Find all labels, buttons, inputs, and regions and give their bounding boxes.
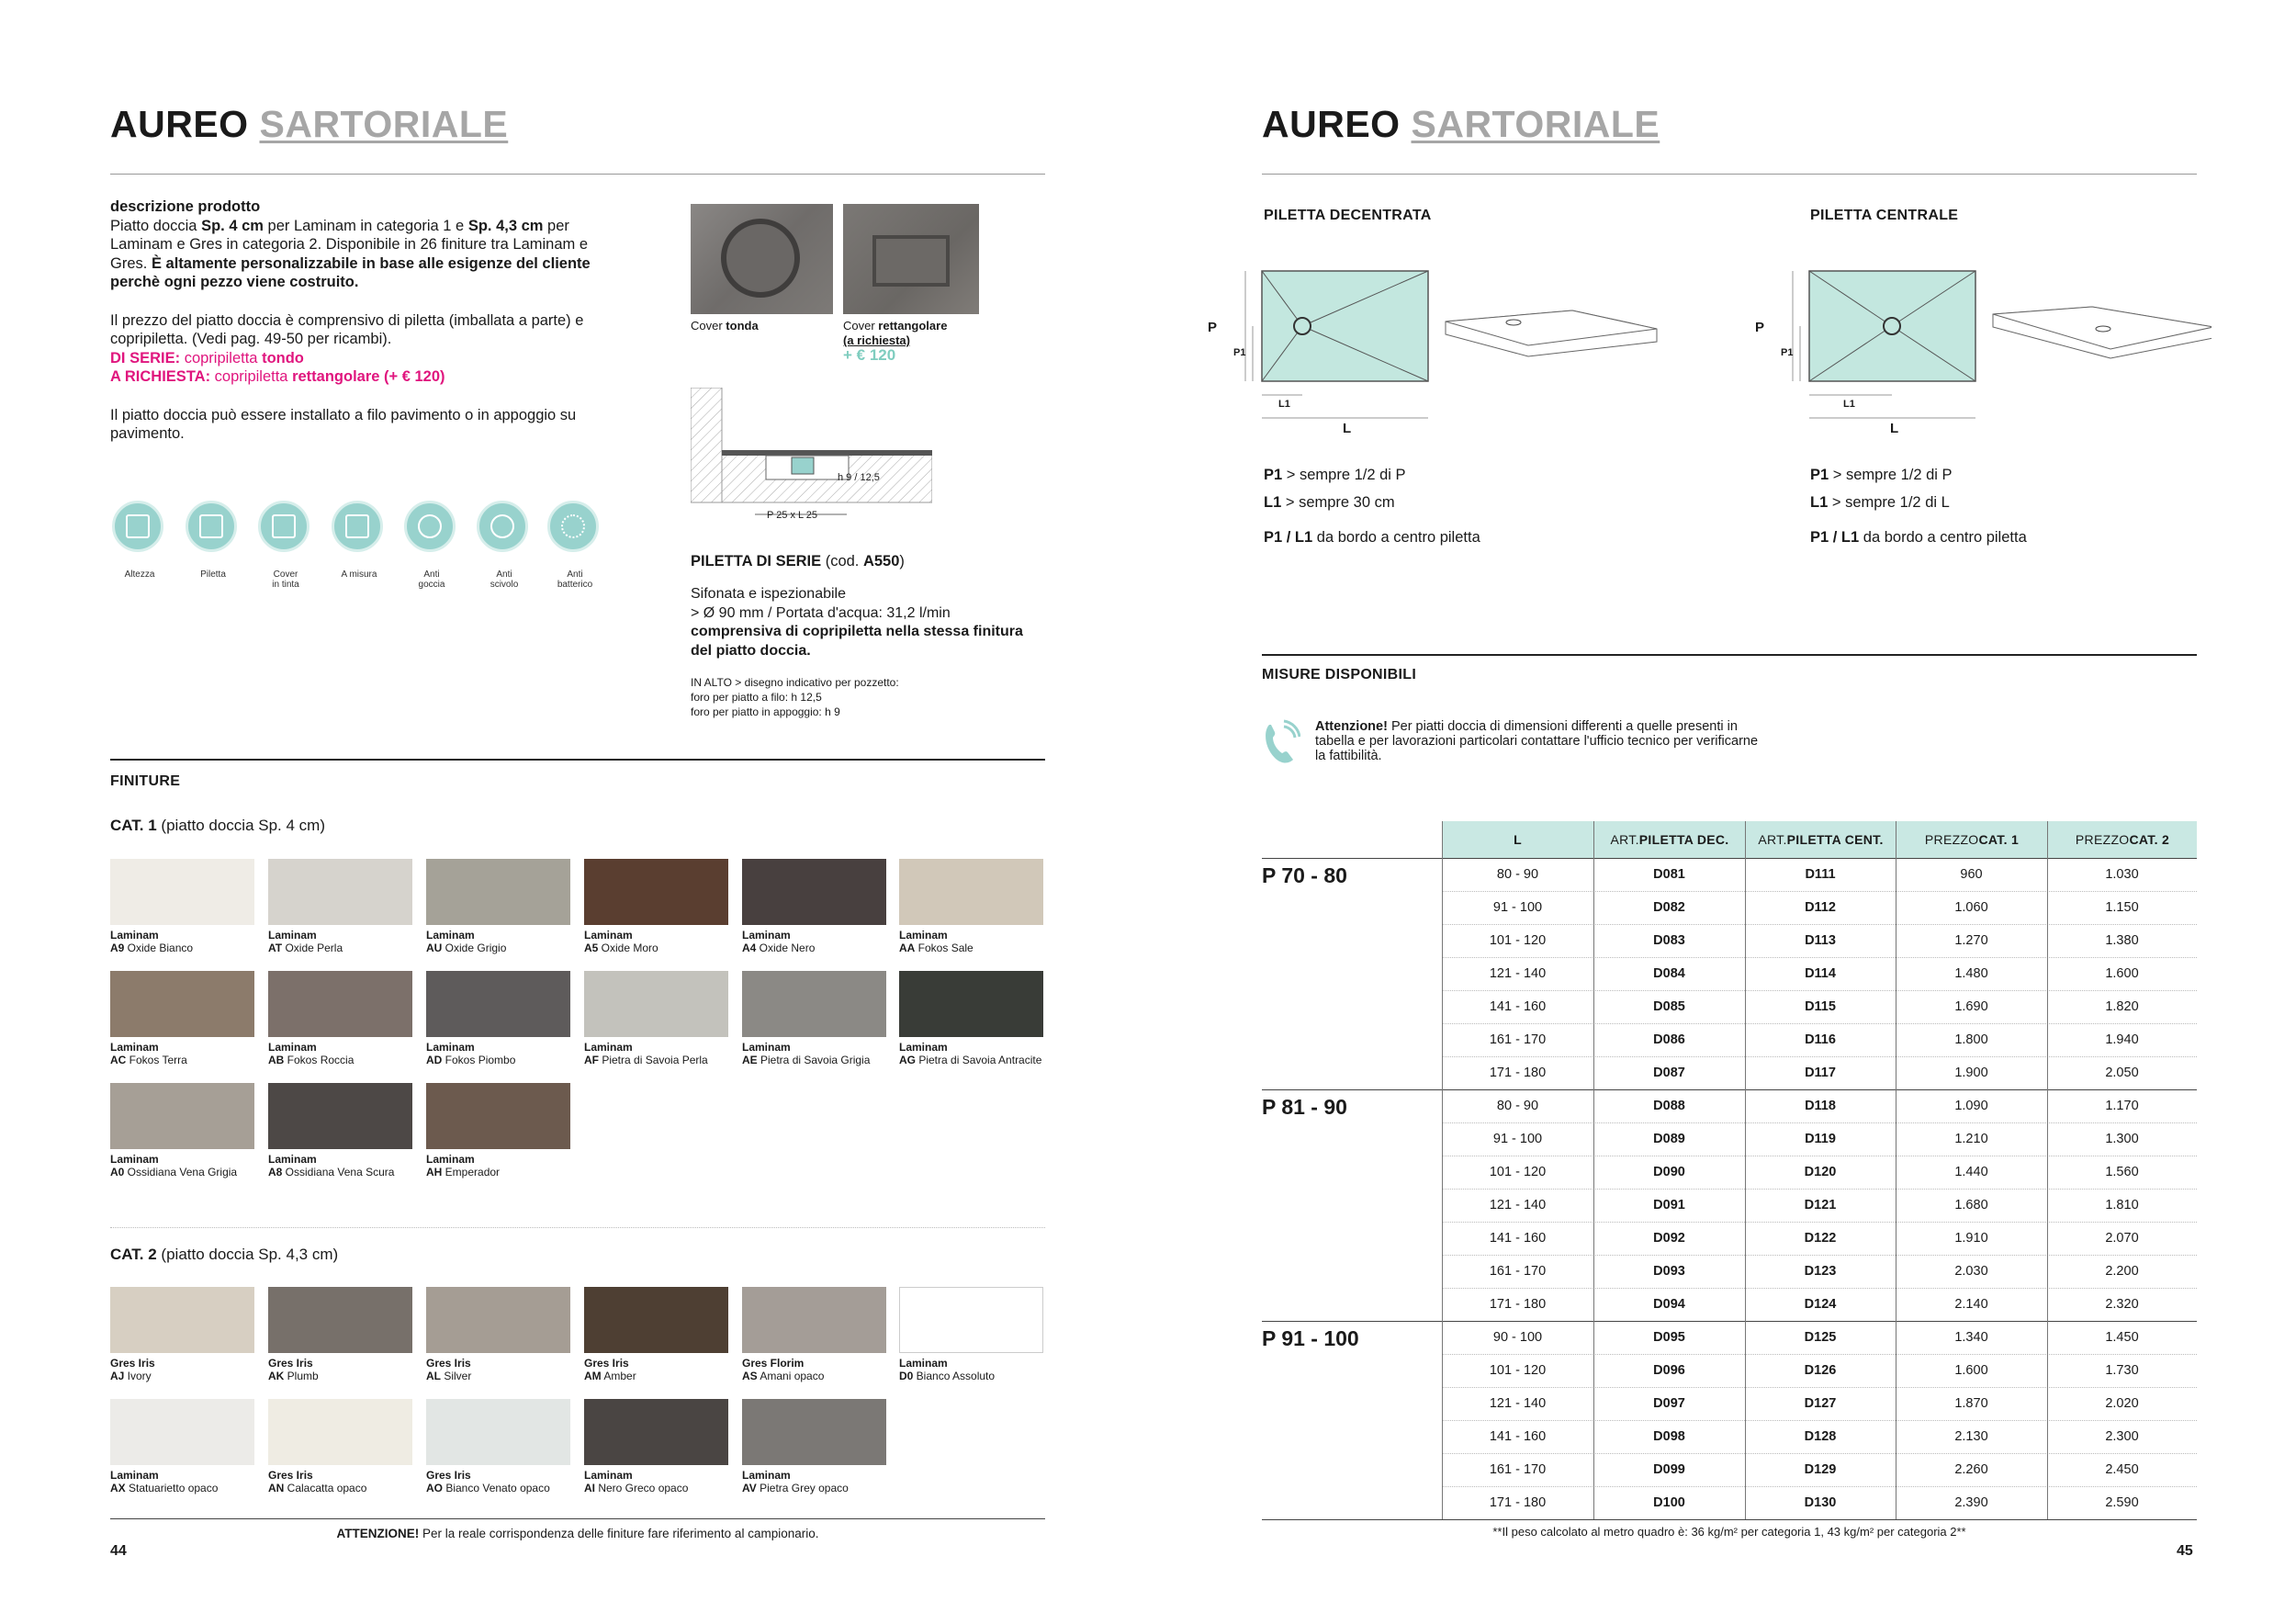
dim-l1-dec: L1 xyxy=(1278,399,1290,410)
page-number-right: 45 xyxy=(2177,1543,2193,1559)
table-cell: 2.590 xyxy=(2105,1495,2139,1510)
feature-label: Piletta xyxy=(200,570,226,580)
swatch-label: Laminam A0 Ossidiana Vena Grigia xyxy=(110,1153,238,1179)
swatch-ah xyxy=(426,1083,570,1149)
swatch-ac xyxy=(110,971,254,1037)
swatch-label: Laminam AX Statuarietto opaco xyxy=(110,1469,219,1494)
dim-p-cen: P xyxy=(1755,320,1765,335)
description-p1 xyxy=(110,217,606,292)
piletta-line2: > Ø 90 mm / Portata d'acqua: 31,2 l/min xyxy=(691,604,951,621)
table-cell: 1.800 xyxy=(1954,1032,1988,1047)
measure-icon xyxy=(332,501,383,552)
table-cell: 121 - 140 xyxy=(1489,1198,1547,1212)
swatch-label: Gres Iris AL Silver xyxy=(426,1357,472,1382)
dim-l1-cen: L1 xyxy=(1843,399,1855,410)
piletta-line1: Sifonata e ispezionabile xyxy=(691,586,847,602)
brand-main: AUREO xyxy=(1262,103,1401,145)
table-cell: 141 - 160 xyxy=(1489,1429,1547,1444)
table-cell: 161 - 170 xyxy=(1489,1264,1547,1279)
piletta-note1: IN ALTO > disegno indicativo per pozzetto: xyxy=(691,676,899,689)
decentrata-rules: P1 > sempre 1/2 di P L1 > sempre 30 cm P1 / L1 da bordo a centro piletta xyxy=(1264,467,1480,546)
group-label: P 91 - 100 xyxy=(1262,1326,1359,1350)
table-cell: 1.730 xyxy=(2105,1363,2139,1378)
table-cell: D099 xyxy=(1653,1462,1685,1477)
table-cell: D114 xyxy=(1805,966,1836,981)
swatch-label: Gres Florim AS Amani opaco xyxy=(742,1357,825,1382)
centrale-diagram xyxy=(1752,266,2212,450)
drain-icon xyxy=(186,501,237,552)
table-cell: 171 - 180 xyxy=(1489,1495,1547,1510)
table-cell: D091 xyxy=(1653,1198,1685,1212)
table-cell: D111 xyxy=(1805,867,1836,882)
table-cell: D085 xyxy=(1653,999,1685,1014)
swatch-label: Laminam AU Oxide Grigio xyxy=(426,929,507,954)
table-cell: D128 xyxy=(1804,1429,1837,1444)
section-height-label: h 9 / 12,5 xyxy=(838,472,880,483)
weight-footnote: **Il peso calcolato al metro quadro è: 36 kg/m² per categoria 1, 43 kg/m² per categoria 2** xyxy=(1492,1525,1966,1539)
product-description xyxy=(110,197,606,444)
table-cell: 1.870 xyxy=(1954,1396,1988,1411)
swatch-a4 xyxy=(742,859,886,925)
swatch-label: Gres Iris AJ Ivory xyxy=(110,1357,155,1382)
table-cell: D097 xyxy=(1653,1396,1685,1411)
di-serie-line: DI SERIE: copripiletta tondo xyxy=(110,349,304,367)
dim-p-dec: P xyxy=(1208,320,1218,335)
table-cell: 2.200 xyxy=(2105,1264,2139,1279)
drain-section-drawing xyxy=(691,388,932,525)
swatch-ad xyxy=(426,971,570,1037)
description-p2: Il prezzo del piatto doccia è comprensivo di piletta (imballata a parte) e copripiletta. (Vedi pag. 49-50 per ricambi). xyxy=(110,311,584,347)
swatch-label: Laminam AI Nero Greco opaco xyxy=(584,1469,689,1494)
table-cell: 1.600 xyxy=(1954,1363,1988,1378)
piletta-title: PILETTA DI SERIE xyxy=(691,553,822,570)
swatch-label: Laminam AB Fokos Roccia xyxy=(268,1041,355,1066)
table-cell: 1.680 xyxy=(1954,1198,1988,1212)
swatch-label: Gres Iris AN Calacatta opaco xyxy=(268,1469,367,1494)
table-cell: D098 xyxy=(1653,1429,1685,1444)
cover-round-photo xyxy=(691,204,833,314)
a-richiesta-line: A RICHIESTA: copripiletta rettangolare (+ € 120) xyxy=(110,368,445,385)
cover-rect-label: Cover rettangolare (a richiesta) + € 120 xyxy=(843,319,948,364)
table-cell: D094 xyxy=(1653,1297,1685,1312)
table-cell: 2.450 xyxy=(2105,1462,2139,1477)
swatch-a8 xyxy=(268,1083,412,1149)
swatch-label: Laminam AD Fokos Piombo xyxy=(426,1041,516,1066)
swatch-a9 xyxy=(110,859,254,925)
header-rule-right xyxy=(1262,174,2197,175)
description-run: Sp. 4 cm xyxy=(201,217,264,234)
swatch-an xyxy=(268,1399,412,1465)
decentrata-title: PILETTA DECENTRATA xyxy=(1264,208,1432,223)
misure-rule xyxy=(1262,654,2197,656)
centrale-rules: P1 > sempre 1/2 di P L1 > sempre 1/2 di L P1 / L1 da bordo a centro piletta xyxy=(1810,467,2027,546)
table-cell: 1.940 xyxy=(2105,1032,2139,1047)
group-label: P 81 - 90 xyxy=(1262,1095,1347,1119)
table-cell: 161 - 170 xyxy=(1489,1032,1547,1047)
piletta-code: A550 xyxy=(862,553,900,570)
header-rule-left xyxy=(110,174,1045,175)
table-cell: 91 - 100 xyxy=(1492,900,1543,915)
table-cell: D117 xyxy=(1805,1066,1836,1080)
table-cell: 101 - 120 xyxy=(1489,1165,1547,1179)
piletta-note3: foro per piatto in appoggio: h 9 xyxy=(691,705,840,718)
table-cell: D082 xyxy=(1653,900,1685,915)
footer-note-left: ATTENZIONE! Per la reale corrispondenza delle finiture fare riferimento al campionario. xyxy=(336,1527,819,1540)
table-header: L xyxy=(1442,821,1593,858)
column-divider xyxy=(1442,821,1443,1519)
table-cell: D112 xyxy=(1805,900,1836,915)
swatch-aj xyxy=(110,1287,254,1353)
swatch-a0 xyxy=(110,1083,254,1149)
footer-rule-left xyxy=(110,1518,1045,1519)
table-cell: D092 xyxy=(1653,1231,1685,1246)
table-cell: 2.300 xyxy=(2105,1429,2139,1444)
swatch-label: Laminam AG Pietra di Savoia Antracite xyxy=(899,1041,1042,1066)
table-cell: D126 xyxy=(1804,1363,1837,1378)
table-cell: 101 - 120 xyxy=(1489,933,1547,948)
table-cell: 141 - 160 xyxy=(1489,999,1547,1014)
swatch-at xyxy=(268,859,412,925)
table-bottom-rule xyxy=(1262,1519,2197,1520)
table-cell: D081 xyxy=(1653,867,1685,882)
table-cell: 80 - 90 xyxy=(1496,867,1539,882)
description-p3: Il piatto doccia può essere installato a filo pavimento o in appoggio su pavimento. xyxy=(110,406,577,442)
feature-label: Altezza xyxy=(124,570,155,580)
table-cell: 161 - 170 xyxy=(1489,1462,1547,1477)
anti-slip-icon xyxy=(477,501,528,552)
cat2-title: CAT. 2 (piatto doccia Sp. 4,3 cm) xyxy=(110,1246,339,1263)
brand-sub: SARTORIALE xyxy=(259,103,509,145)
table-cell: 1.560 xyxy=(2105,1165,2139,1179)
brand-title-left xyxy=(110,103,508,146)
dim-p1-cen: P1 xyxy=(1781,347,1794,358)
feature-label: Anti goccia xyxy=(418,570,445,590)
table-cell: 1.600 xyxy=(2105,966,2139,981)
table-cell: 1.380 xyxy=(2105,933,2139,948)
height-icon xyxy=(112,501,163,552)
swatch-label: Laminam AF Pietra di Savoia Perla xyxy=(584,1041,708,1066)
table-cell: D087 xyxy=(1653,1066,1685,1080)
table-header: PREZZO CAT. 2 xyxy=(2047,821,2197,858)
table-cell: D113 xyxy=(1805,933,1836,948)
table-cell: 1.030 xyxy=(2105,867,2139,882)
table-cell: 1.340 xyxy=(1954,1330,1988,1345)
table-cell: D123 xyxy=(1804,1264,1837,1279)
finiture-rule xyxy=(110,759,1045,761)
description-run: È altamente personalizzabile in base alle esigenze del cliente perchè ogni pezzo viene costruito. xyxy=(110,254,591,290)
brand-title-right xyxy=(1262,103,1660,146)
table-cell: D095 xyxy=(1653,1330,1685,1345)
swatch-label: Laminam A8 Ossidiana Vena Scura xyxy=(268,1153,395,1179)
swatch-ai xyxy=(584,1399,728,1465)
table-cell: 1.480 xyxy=(1954,966,1988,981)
description-run: per Laminam in categoria 1 e xyxy=(263,217,468,234)
swatch-ae xyxy=(742,971,886,1037)
description-title: descrizione prodotto xyxy=(110,198,261,215)
cover-round-label: Cover tonda xyxy=(691,319,759,333)
table-cell: 2.030 xyxy=(1954,1264,1988,1279)
dim-p1-dec: P1 xyxy=(1233,347,1246,358)
table-cell: 2.260 xyxy=(1954,1462,1988,1477)
swatch-d0 xyxy=(899,1287,1043,1353)
swatch-ab xyxy=(268,971,412,1037)
table-cell: D119 xyxy=(1805,1132,1836,1146)
table-cell: 1.150 xyxy=(2105,900,2139,915)
table-cell: 1.090 xyxy=(1954,1099,1988,1113)
column-divider xyxy=(1745,858,1746,1519)
table-cell: 171 - 180 xyxy=(1489,1297,1547,1312)
feature-label: Anti batterico xyxy=(557,570,593,590)
table-cell: 1.300 xyxy=(2105,1132,2139,1146)
table-cell: D120 xyxy=(1804,1165,1837,1179)
table-cell: D096 xyxy=(1653,1363,1685,1378)
table-cell: D129 xyxy=(1804,1462,1837,1477)
brand-sub: SARTORIALE xyxy=(1411,103,1660,145)
table-cell: D084 xyxy=(1653,966,1685,981)
round-cover-icon xyxy=(721,219,800,298)
table-cell: 1.270 xyxy=(1954,933,1988,948)
table-cell: D118 xyxy=(1805,1099,1836,1113)
swatch-label: Gres Iris AO Bianco Venato opaco xyxy=(426,1469,550,1494)
finiture-title: FINITURE xyxy=(110,773,181,789)
cat-divider xyxy=(110,1227,1045,1228)
feature-label: Anti scivolo xyxy=(490,570,519,590)
table-cell: 1.440 xyxy=(1954,1165,1988,1179)
swatch-label: Laminam A4 Oxide Nero xyxy=(742,929,816,954)
swatch-aa xyxy=(899,859,1043,925)
table-cell: D130 xyxy=(1804,1495,1837,1510)
table-cell: D100 xyxy=(1653,1495,1685,1510)
swatch-ao xyxy=(426,1399,570,1465)
swatch-label: Gres Iris AM Amber xyxy=(584,1357,636,1382)
table-cell: D122 xyxy=(1804,1231,1837,1246)
swatch-label: Laminam A5 Oxide Moro xyxy=(584,929,658,954)
table-cell: D090 xyxy=(1653,1165,1685,1179)
rect-cover-icon xyxy=(872,235,950,287)
table-cell: 1.900 xyxy=(1954,1066,1988,1080)
table-cell: 2.140 xyxy=(1954,1297,1988,1312)
table-cell: 1.690 xyxy=(1954,999,1988,1014)
phone-icon xyxy=(1262,719,1300,765)
table-cell: 1.910 xyxy=(1954,1231,1988,1246)
swatch-label: Gres Iris AK Plumb xyxy=(268,1357,319,1382)
swatch-af xyxy=(584,971,728,1037)
table-cell: 141 - 160 xyxy=(1489,1231,1547,1246)
swatch-a5 xyxy=(584,859,728,925)
cat1-title: CAT. 1 (piatto doccia Sp. 4 cm) xyxy=(110,817,326,834)
swatch-label: Laminam A9 Oxide Bianco xyxy=(110,929,194,954)
piletta-line3: comprensiva di copripiletta nella stessa finitura del piatto doccia. xyxy=(691,624,1023,659)
table-cell: 1.810 xyxy=(2105,1198,2139,1212)
swatch-av xyxy=(742,1399,886,1465)
description-run: Piatto doccia xyxy=(110,217,202,234)
table-cell: 121 - 140 xyxy=(1489,966,1547,981)
swatch-label: Laminam AE Pietra di Savoia Grigia xyxy=(742,1041,871,1066)
swatch-au xyxy=(426,859,570,925)
swatch-am xyxy=(584,1287,728,1353)
description-run: Sp. 4,3 cm xyxy=(467,217,544,234)
table-cell: 1.170 xyxy=(2105,1099,2139,1113)
table-header: ART. PILETTA CENT. xyxy=(1745,821,1896,858)
table-cell: D121 xyxy=(1804,1198,1837,1212)
table-cell: 80 - 90 xyxy=(1496,1099,1539,1113)
cover-icon xyxy=(258,501,310,552)
table-cell: 91 - 100 xyxy=(1492,1132,1543,1146)
table-cell: 2.050 xyxy=(2105,1066,2139,1080)
swatch-ak xyxy=(268,1287,412,1353)
section-size-label: P 25 x L 25 xyxy=(767,510,818,521)
swatch-label: Laminam AA Fokos Sale xyxy=(899,929,974,954)
swatch-as xyxy=(742,1287,886,1353)
anti-shower-icon xyxy=(404,501,456,552)
table-cell: 1.060 xyxy=(1954,900,1988,915)
price-table xyxy=(1262,821,2197,1519)
piletta-note2: foro per piatto a filo: h 12,5 xyxy=(691,691,822,704)
feature-label: Cover in tinta xyxy=(272,570,299,590)
table-cell: 2.070 xyxy=(2105,1231,2139,1246)
table-cell: 2.020 xyxy=(2105,1396,2139,1411)
table-header: PREZZO CAT. 1 xyxy=(1896,821,2047,858)
column-divider xyxy=(1593,858,1594,1519)
table-cell: D124 xyxy=(1804,1297,1837,1312)
table-cell: D088 xyxy=(1653,1099,1685,1113)
table-cell: 90 - 100 xyxy=(1492,1330,1543,1345)
swatch-label: Laminam AH Emperador xyxy=(426,1153,501,1179)
table-cell: D093 xyxy=(1653,1264,1685,1279)
dim-l-cen: L xyxy=(1890,421,1899,436)
table-cell: D116 xyxy=(1805,1032,1836,1047)
cover-rect-photo xyxy=(843,204,979,314)
table-header: ART. PILETTA DEC. xyxy=(1593,821,1745,858)
feature-label: A misura xyxy=(341,570,377,580)
table-cell: D115 xyxy=(1805,999,1836,1014)
table-cell: 2.320 xyxy=(2105,1297,2139,1312)
page-number-left: 44 xyxy=(110,1543,127,1559)
table-cell: 2.130 xyxy=(1954,1429,1988,1444)
swatch-label: Laminam AC Fokos Terra xyxy=(110,1041,187,1066)
brand-main: AUREO xyxy=(110,103,249,145)
column-divider xyxy=(2047,858,2048,1519)
centrale-title: PILETTA CENTRALE xyxy=(1810,208,1959,223)
decentrata-diagram xyxy=(1205,266,1664,450)
table-cell: 2.390 xyxy=(1954,1495,1988,1510)
table-cell: 101 - 120 xyxy=(1489,1363,1547,1378)
table-cell: D127 xyxy=(1804,1396,1837,1411)
swatch-label: Laminam D0 Bianco Assoluto xyxy=(899,1357,996,1382)
table-cell: 171 - 180 xyxy=(1489,1066,1547,1080)
description-run: per Laminam e Gres in categoria 2. Disponibile in 26 finiture tra Laminam e Gres. xyxy=(110,217,589,272)
table-cell: 1.450 xyxy=(2105,1330,2139,1345)
attention-note: Attenzione! Per piatti doccia di dimensioni differenti a quelle presenti in tabella e per lavorazioni particolari contattare l'ufficio tecnico per verificarne la fattibilità. xyxy=(1315,719,1759,763)
swatch-ag xyxy=(899,971,1043,1037)
table-cell: D125 xyxy=(1804,1330,1837,1345)
swatch-ax xyxy=(110,1399,254,1465)
table-cell: D089 xyxy=(1653,1132,1685,1146)
swatch-label: Laminam AT Oxide Perla xyxy=(268,929,343,954)
dim-l-dec: L xyxy=(1343,421,1352,436)
piletta-info: PILETTA DI SERIE (cod. A550) Sifonata e ispezionabile > Ø 90 mm / Portata d'acqua: 31,2 l/min comprensiva di copripiletta nella stessa finitura del piatto doccia. IN ALTO > disegno indicativo per pozzetto: foro per piatto a filo: h 12,5 foro per piatto in appoggio: h 9 xyxy=(691,553,1040,719)
misure-title: MISURE DISPONIBILI xyxy=(1262,667,1417,682)
table-cell: D086 xyxy=(1653,1032,1685,1047)
table-cell: 1.820 xyxy=(2105,999,2139,1014)
antibacterial-icon xyxy=(547,501,599,552)
table-cell: D083 xyxy=(1653,933,1685,948)
group-label: P 70 - 80 xyxy=(1262,863,1347,887)
swatch-label: Laminam AV Pietra Grey opaco xyxy=(742,1469,849,1494)
table-cell: 1.210 xyxy=(1954,1132,1988,1146)
table-cell: 960 xyxy=(1960,867,1983,882)
swatch-al xyxy=(426,1287,570,1353)
table-cell: 121 - 140 xyxy=(1489,1396,1547,1411)
